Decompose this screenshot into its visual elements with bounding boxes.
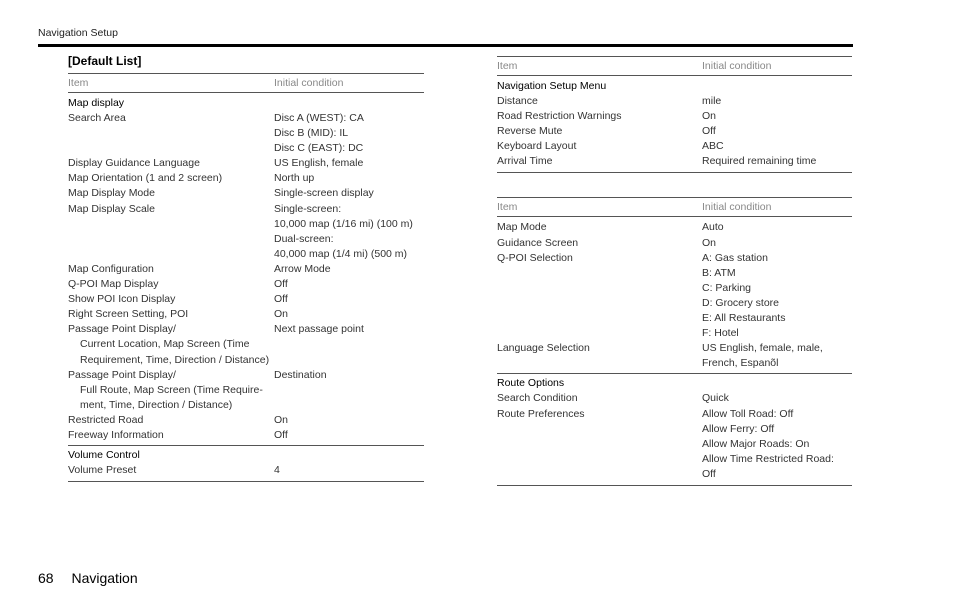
row-item <box>68 247 274 262</box>
row-condition: On <box>702 110 717 123</box>
table-row <box>497 326 852 341</box>
row-condition: C: Parking <box>702 281 752 294</box>
row-item <box>68 141 274 156</box>
row-condition <box>286 353 424 368</box>
header-condition: Initial condition <box>702 59 772 72</box>
table-row <box>68 398 424 413</box>
default-settings-table <box>68 73 424 482</box>
row-condition: Allow Toll Road: Off <box>702 407 794 420</box>
header-item: Item <box>497 200 518 213</box>
section-heading: Map display <box>68 97 125 109</box>
table-row <box>497 422 852 437</box>
row-condition: ABC <box>702 140 724 153</box>
row-condition <box>286 398 424 413</box>
table-row <box>497 356 852 371</box>
row-item <box>497 326 702 341</box>
row-condition: Auto <box>702 221 724 234</box>
row-item: Restricted Road <box>68 413 144 426</box>
table-row <box>68 247 424 262</box>
page-number: 68 <box>38 570 54 586</box>
row-item <box>497 281 702 296</box>
row-condition: On <box>702 236 717 249</box>
table-end-rule <box>497 485 852 486</box>
right-column <box>497 56 852 486</box>
row-condition: Single-screen: <box>274 202 342 215</box>
header-item: Item <box>68 76 89 89</box>
row-item: Map Configuration <box>68 262 154 275</box>
row-item <box>68 217 274 232</box>
row-condition: North up <box>274 172 315 185</box>
row-item: Passage Point Display/ <box>68 323 176 336</box>
table-row <box>68 428 424 443</box>
row-condition: Off <box>274 293 288 306</box>
row-condition <box>286 337 424 352</box>
row-item: Right Screen Setting, POI <box>68 308 189 321</box>
header-condition: Initial condition <box>274 76 344 89</box>
table-row <box>497 467 852 482</box>
row-condition: 4 <box>274 464 280 477</box>
table-row <box>497 437 852 452</box>
row-item <box>497 452 702 467</box>
row-item: Display Guidance Language <box>68 157 200 170</box>
section-heading: Route Options <box>497 373 852 391</box>
row-item: Reverse Mute <box>497 125 563 138</box>
page-footer <box>38 570 138 586</box>
table-row <box>68 126 424 141</box>
row-condition: A: Gas station <box>702 251 768 264</box>
row-condition: Off <box>702 467 716 480</box>
table-header <box>497 56 852 76</box>
row-condition: mile <box>702 95 722 107</box>
footer-section: Navigation <box>71 570 138 586</box>
row-condition: Single-screen display <box>274 187 374 200</box>
row-condition: Allow Ferry: Off <box>702 422 775 435</box>
row-condition: Required remaining time <box>702 155 817 168</box>
guidance-route-table <box>497 197 852 486</box>
row-condition: 10,000 map (1/16 mi) (100 m) <box>274 217 413 230</box>
row-condition: Off <box>274 428 288 441</box>
table-row <box>497 311 852 326</box>
table-row <box>68 217 424 232</box>
row-condition: Dual-screen: <box>274 232 334 245</box>
row-item: Q-POI Map Display <box>68 278 159 291</box>
navigation-setup-table <box>497 56 852 173</box>
table-row <box>68 383 424 398</box>
row-condition: French, Espanõl <box>702 357 779 370</box>
section-heading: Volume Control <box>68 445 424 463</box>
row-condition: Allow Major Roads: On <box>702 437 810 450</box>
row-condition: 40,000 map (1/4 mi) (500 m) <box>274 247 408 260</box>
table-header <box>497 197 852 217</box>
row-item: Guidance Screen <box>497 236 579 249</box>
section-heading: Navigation Setup Menu <box>497 80 607 92</box>
table-row <box>68 368 424 383</box>
row-item: Requirement, Time, Direction / Distance) <box>80 353 270 366</box>
row-item <box>497 296 702 311</box>
row-item: Show POI Icon Display <box>68 293 176 306</box>
table-row <box>68 337 424 352</box>
row-condition: Arrow Mode <box>274 262 331 275</box>
table-row <box>497 407 852 422</box>
row-item: Search Condition <box>497 392 578 405</box>
row-condition: On <box>274 308 289 321</box>
header-condition: Initial condition <box>702 200 772 213</box>
row-item: Arrival Time <box>497 155 553 168</box>
row-item <box>497 437 702 452</box>
table-row <box>497 124 852 139</box>
table-row <box>68 463 424 478</box>
row-condition: B: ATM <box>702 266 736 279</box>
table-row <box>68 307 424 322</box>
row-item: Map Display Scale <box>68 202 155 215</box>
row-item: Keyboard Layout <box>497 140 577 153</box>
table-row <box>497 94 852 109</box>
row-item <box>497 356 702 371</box>
row-condition: Allow Time Restricted Road: <box>702 452 834 465</box>
table-row <box>497 251 852 266</box>
row-item <box>497 266 702 281</box>
table-row <box>68 413 424 428</box>
row-item: Language Selection <box>497 342 590 355</box>
row-condition: Quick <box>702 392 729 405</box>
table-row <box>68 232 424 247</box>
row-item: ment, Time, Direction / Distance) <box>80 398 233 411</box>
table-row <box>68 141 424 156</box>
row-item: Q-POI Selection <box>497 251 573 264</box>
table-row <box>68 171 424 186</box>
row-condition: Off <box>702 125 716 138</box>
top-rule <box>38 44 853 47</box>
row-condition: Destination <box>274 368 327 381</box>
table-row <box>68 277 424 292</box>
row-condition: Disc C (EAST): DC <box>274 142 364 155</box>
row-condition: D: Grocery store <box>702 296 780 309</box>
row-item: Distance <box>497 95 538 107</box>
table-row <box>68 292 424 307</box>
row-item: Map Mode <box>497 221 547 234</box>
table-row <box>497 452 852 467</box>
table-row <box>497 281 852 296</box>
running-head: Navigation Setup <box>38 27 118 39</box>
table-row <box>497 341 852 356</box>
table-header <box>68 73 424 93</box>
table-row <box>497 266 852 281</box>
table-row <box>68 353 424 368</box>
table-end-rule <box>68 481 424 482</box>
header-item: Item <box>497 59 518 72</box>
table-row <box>68 202 424 217</box>
row-condition: On <box>274 413 289 426</box>
row-condition: US English, female <box>274 157 364 170</box>
row-condition: Off <box>274 278 288 291</box>
row-item: Passage Point Display/ <box>68 368 176 381</box>
row-item: Search Area <box>68 112 126 124</box>
row-item: Volume Preset <box>68 464 137 477</box>
row-item <box>497 422 702 437</box>
row-condition: US English, female, male, <box>702 342 823 355</box>
row-condition <box>286 383 424 398</box>
table-row <box>68 262 424 277</box>
row-item <box>68 232 274 247</box>
row-condition: F: Hotel <box>702 327 739 340</box>
table-row <box>497 296 852 311</box>
table-row <box>68 111 424 126</box>
row-item <box>68 126 274 141</box>
table-row <box>68 156 424 171</box>
row-condition: Disc B (MID): IL <box>274 127 349 140</box>
row-item <box>497 467 702 482</box>
table-row <box>497 391 852 406</box>
row-item <box>497 311 702 326</box>
left-column <box>68 54 424 482</box>
table-row <box>497 154 852 169</box>
table-row <box>497 109 852 124</box>
table-row <box>497 220 852 235</box>
row-condition: Next passage point <box>274 323 364 336</box>
row-condition: E: All Restaurants <box>702 312 786 325</box>
row-item: Freeway Information <box>68 428 164 441</box>
row-item: Route Preferences <box>497 407 585 420</box>
row-condition: Disc A (WEST): CA <box>274 112 364 124</box>
table-row <box>497 139 852 154</box>
row-item: Current Location, Map Screen (Time <box>80 338 250 351</box>
row-item: Full Route, Map Screen (Time Require- <box>80 383 263 396</box>
table-row <box>497 236 852 251</box>
row-item: Map Display Mode <box>68 187 155 200</box>
list-title: [Default List] <box>68 54 142 68</box>
row-item: Map Orientation (1 and 2 screen) <box>68 172 223 185</box>
table-row <box>68 186 424 201</box>
table-row <box>68 322 424 337</box>
row-item: Road Restriction Warnings <box>497 110 622 123</box>
